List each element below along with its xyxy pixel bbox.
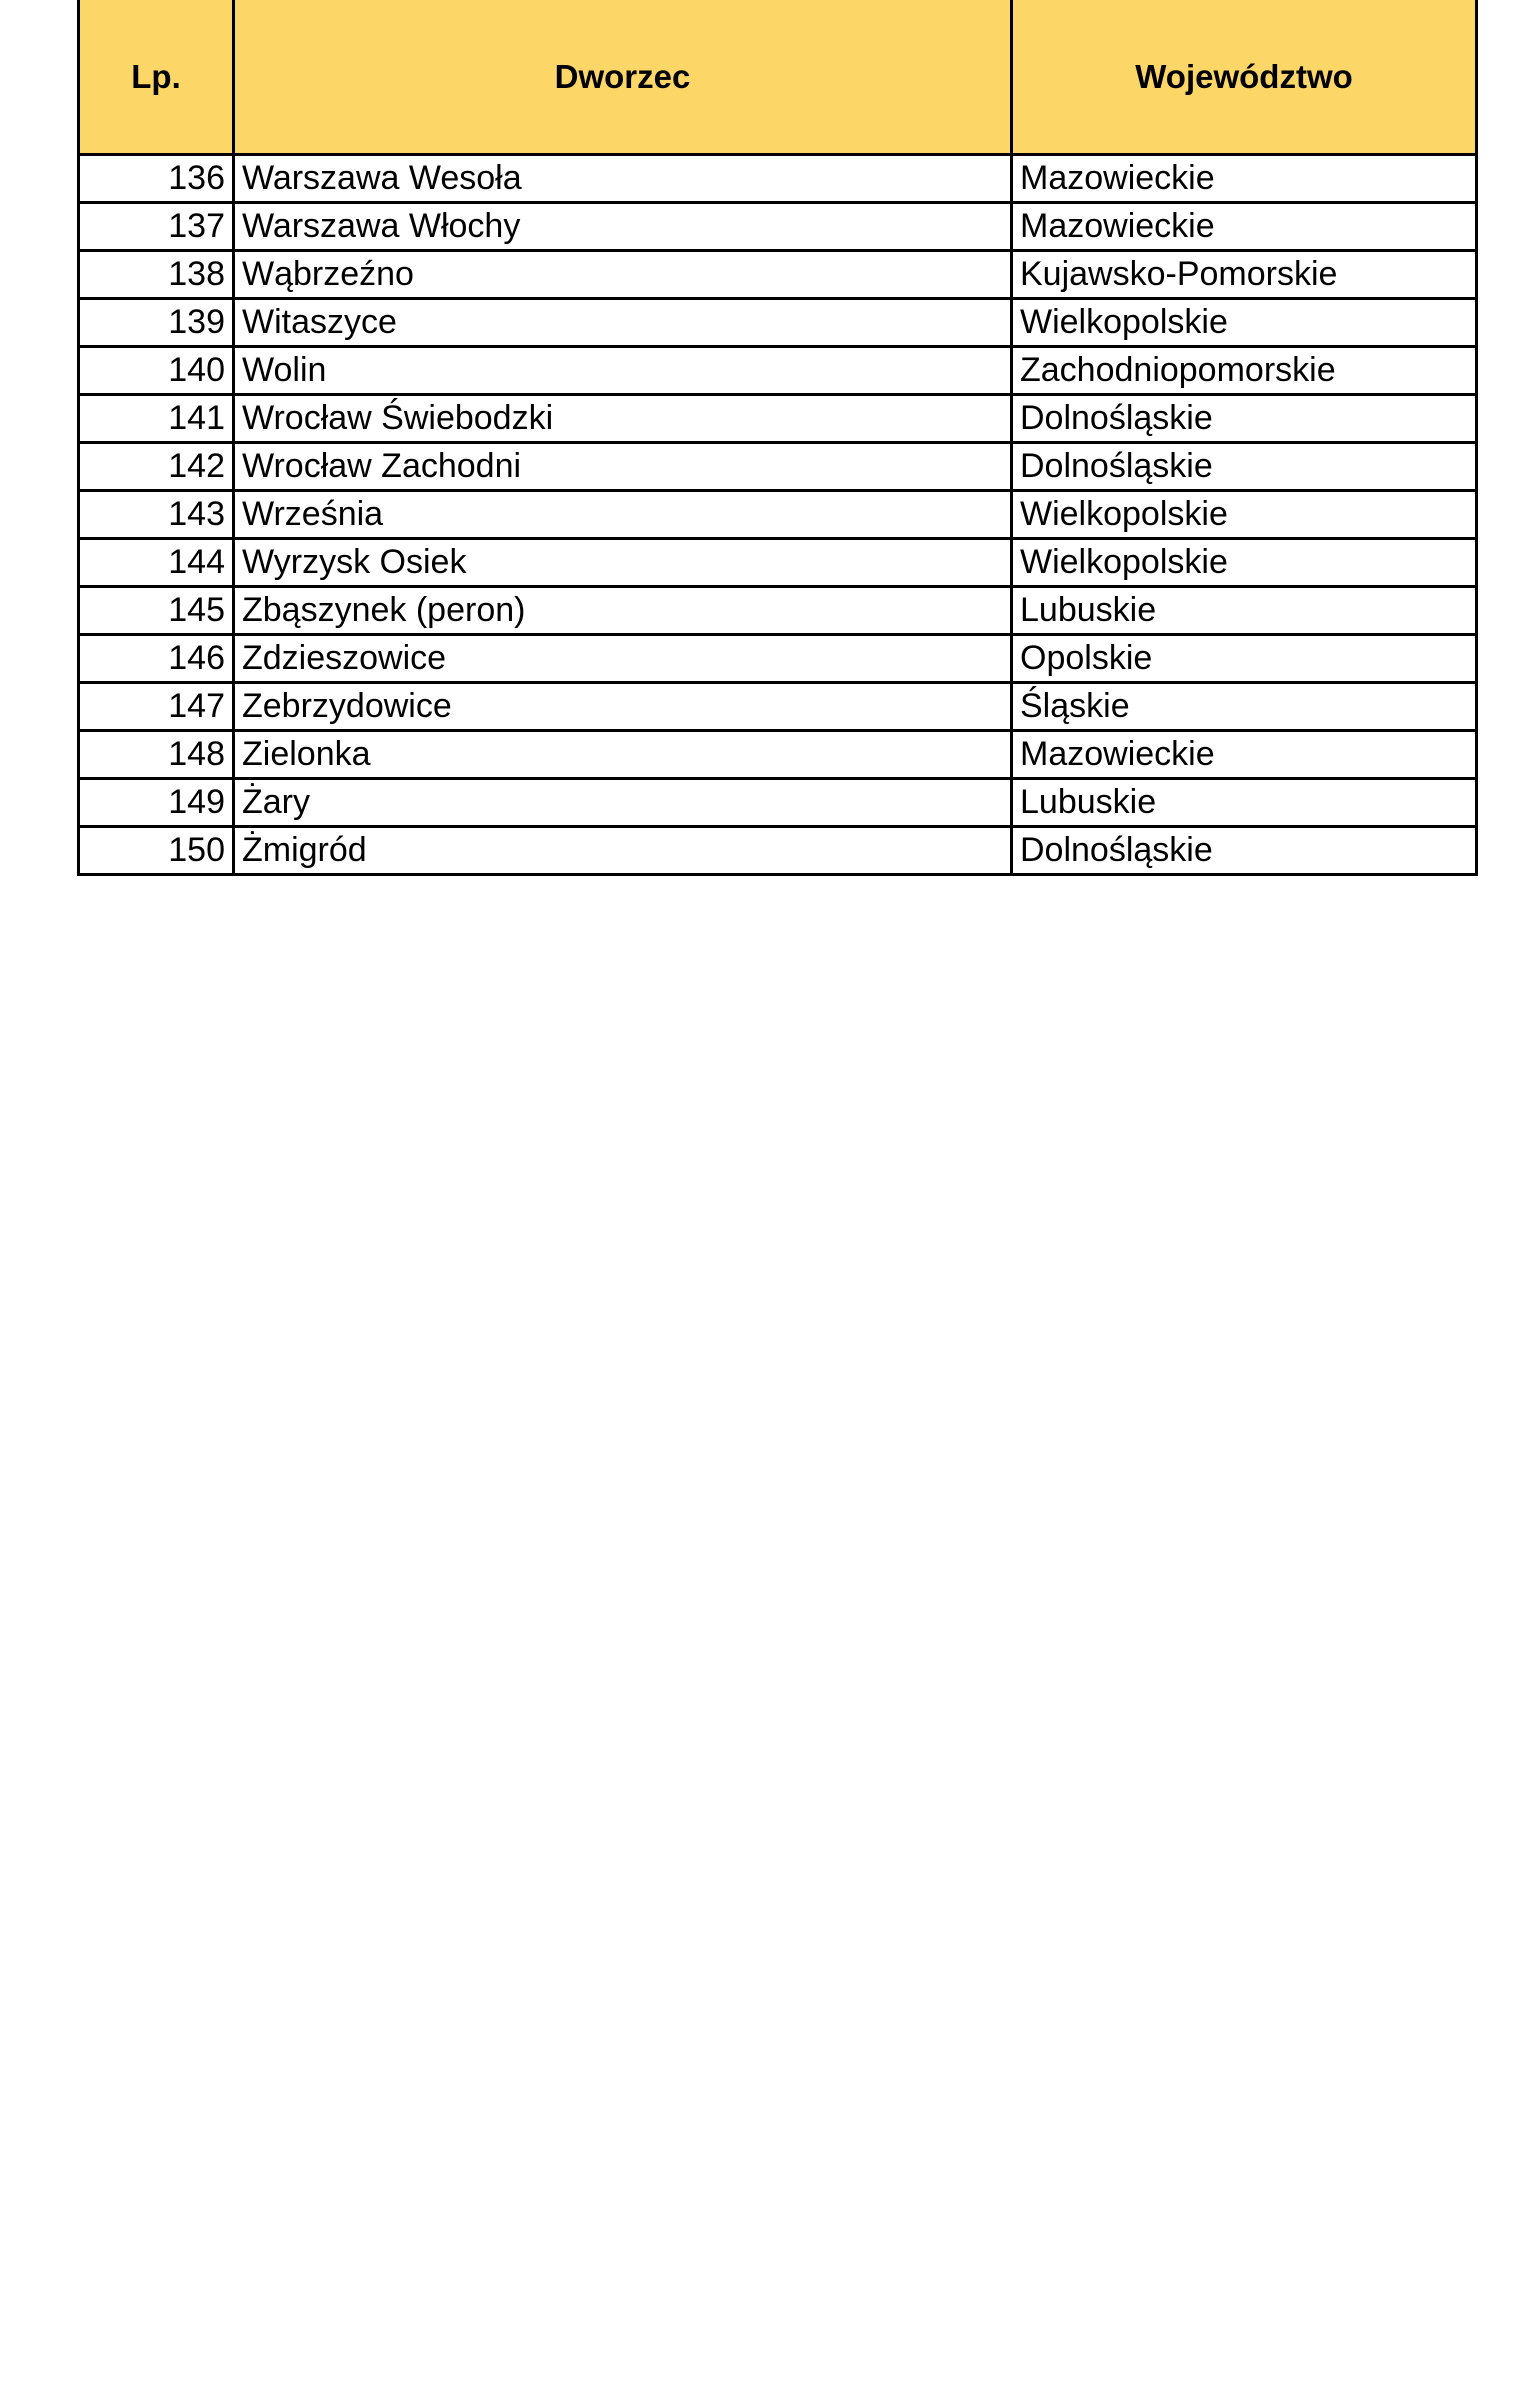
table-row <box>79 587 1477 635</box>
table-row <box>79 299 1477 347</box>
table-row <box>79 251 1477 299</box>
voivodeship-name: Śląskie <box>1012 683 1477 731</box>
header-lp: Lp. <box>79 0 234 155</box>
table-row <box>79 491 1477 539</box>
station-name: Warszawa Włochy <box>234 203 1012 251</box>
station-name: Zielonka <box>234 731 1012 779</box>
voivodeship-name: Kujawsko-Pomorskie <box>1012 251 1477 299</box>
row-number: 145 <box>79 587 234 635</box>
station-name: Zdzieszowice <box>234 635 1012 683</box>
station-name: Września <box>234 491 1012 539</box>
stations-table <box>77 0 1478 876</box>
station-name: Wyrzysk Osiek <box>234 539 1012 587</box>
header-voivodeship: Województwo <box>1012 0 1477 155</box>
table-row <box>79 683 1477 731</box>
table-row <box>79 155 1477 203</box>
table-row <box>79 827 1477 875</box>
row-number: 142 <box>79 443 234 491</box>
voivodeship-name: Mazowieckie <box>1012 203 1477 251</box>
row-number: 148 <box>79 731 234 779</box>
table-header <box>79 0 1477 155</box>
voivodeship-name: Dolnośląskie <box>1012 443 1477 491</box>
row-number: 146 <box>79 635 234 683</box>
voivodeship-name: Zachodniopomorskie <box>1012 347 1477 395</box>
row-number: 144 <box>79 539 234 587</box>
station-name: Wolin <box>234 347 1012 395</box>
voivodeship-name: Wielkopolskie <box>1012 539 1477 587</box>
station-name: Wrocław Zachodni <box>234 443 1012 491</box>
station-name: Witaszyce <box>234 299 1012 347</box>
table-row <box>79 779 1477 827</box>
station-name: Warszawa Wesoła <box>234 155 1012 203</box>
row-number: 136 <box>79 155 234 203</box>
voivodeship-name: Lubuskie <box>1012 779 1477 827</box>
voivodeship-name: Wielkopolskie <box>1012 299 1477 347</box>
table-body <box>79 155 1477 875</box>
row-number: 140 <box>79 347 234 395</box>
table-row <box>79 203 1477 251</box>
row-number: 143 <box>79 491 234 539</box>
table-row <box>79 539 1477 587</box>
voivodeship-name: Dolnośląskie <box>1012 395 1477 443</box>
voivodeship-name: Dolnośląskie <box>1012 827 1477 875</box>
station-name: Wrocław Świebodzki <box>234 395 1012 443</box>
table-row <box>79 635 1477 683</box>
table-row <box>79 395 1477 443</box>
row-number: 139 <box>79 299 234 347</box>
voivodeship-name: Mazowieckie <box>1012 155 1477 203</box>
table-row <box>79 443 1477 491</box>
header-station: Dworzec <box>234 0 1012 155</box>
header-row <box>79 0 1477 155</box>
row-number: 138 <box>79 251 234 299</box>
station-name: Żmigród <box>234 827 1012 875</box>
voivodeship-name: Lubuskie <box>1012 587 1477 635</box>
station-name: Żary <box>234 779 1012 827</box>
row-number: 150 <box>79 827 234 875</box>
station-name: Zbąszynek (peron) <box>234 587 1012 635</box>
row-number: 141 <box>79 395 234 443</box>
voivodeship-name: Mazowieckie <box>1012 731 1477 779</box>
voivodeship-name: Wielkopolskie <box>1012 491 1477 539</box>
table-row <box>79 347 1477 395</box>
row-number: 147 <box>79 683 234 731</box>
table-row <box>79 731 1477 779</box>
document-page <box>77 0 1475 876</box>
row-number: 149 <box>79 779 234 827</box>
station-name: Wąbrzeźno <box>234 251 1012 299</box>
station-name: Zebrzydowice <box>234 683 1012 731</box>
voivodeship-name: Opolskie <box>1012 635 1477 683</box>
row-number: 137 <box>79 203 234 251</box>
